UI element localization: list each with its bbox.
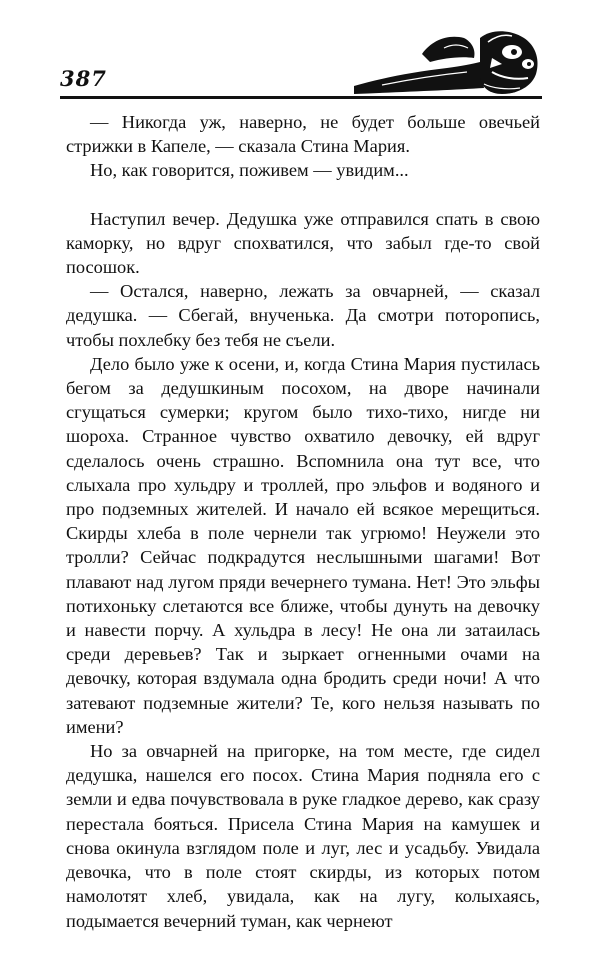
paragraph: Но за овчарней на пригорке, на том месте, где сидел дедушка, нашелся его посох. Стина Мария подняла его с земли и едва почувствовала в руке гладкое дерево, как сразу перестала бояться. Присела Стина Мария на камушек и снова окинула взглядом поле и луг, лес и усадьбу. Увидала девочка, что в поле стоят скирды, из которых потом намолотят хлеб, увидала, как на лугу, колыхаясь, подымается вечерний туман, как чернеют	[66, 741, 540, 931]
paragraph: — Остался, наверно, лежать за овчарней, — сказал дедушка. — Сбегай, внученька. Да смотри поторопись, чтобы похлебку без тебя не съели.	[66, 281, 540, 350]
paragraph: Но, как говорится, поживем — увидим...	[90, 160, 409, 181]
page-number: 387	[60, 66, 107, 91]
gnome-face-icon	[352, 28, 542, 96]
paragraph: Наступил вечер. Дедушка уже отправился спать в свою каморку, но вдруг спохватился, что забыл где-то свой посошок.	[66, 208, 540, 278]
header-rule	[60, 96, 542, 99]
paragraph: Дело было уже к осени, и, когда Стина Мария пустилась бегом за дедушкиным посохом, на дворе начинали сгущаться сумерки; кругом было тихо-тихо, нигде ни шороха. Странное чувство охватило девочку, ей вдруг сделалось очень страшно. Вспомнила она тут все, что слыхала про хульдру и троллей, про эльфов и водяного и про подземных жителей. И начало ей всякое мерещиться. Скирды хлеба в поле чернели так угрюмо! Неужели это тролли? Сейчас подкрадутся неслышными шагами! Вот плавают над лугом пряди вечернего тумана. Нет! Это эльфы потихоньку слетаются все ближе, чтобы дунуть на девочку и навести порчу. А хульдра в лесу! Не она ли затаилась среди деревьев? Так и зыркает огненными очами на девочку, которая вздумала одна бродить среди ночи! А что затевают подземные жители? Те, кого нельзя называть по имени?	[66, 353, 540, 737]
page-header	[60, 28, 542, 100]
body-text	[66, 110, 540, 933]
paragraph: — Никогда уж, наверно, не будет больше овечьей стрижки в Капеле, — сказала Стина Мария.	[66, 112, 540, 157]
